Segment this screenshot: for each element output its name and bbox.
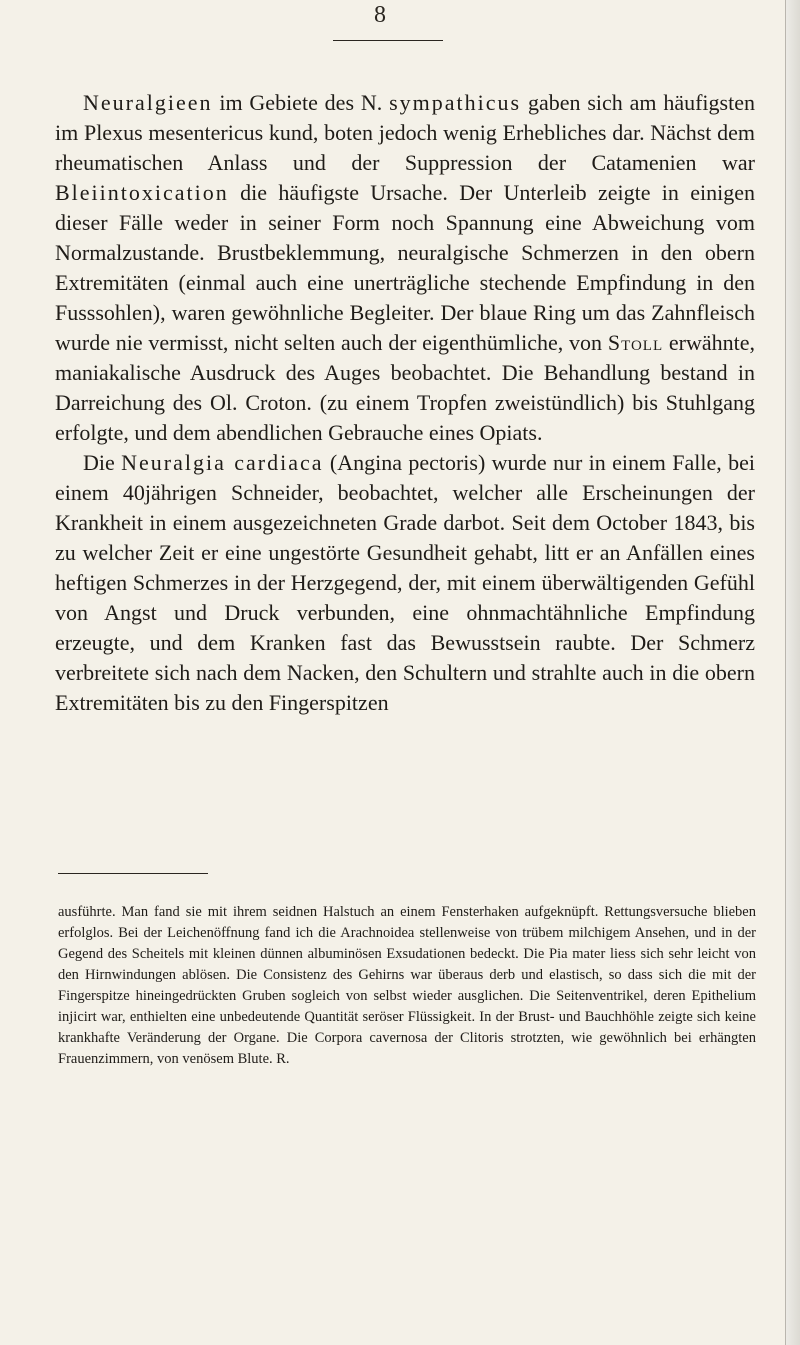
text-run: Die — [83, 450, 122, 475]
footnote-rule — [58, 873, 208, 874]
header-rule — [333, 40, 443, 41]
spaced-term-neuralgia-cardiaca: Neuralgia cardiaca — [121, 450, 324, 475]
spaced-term-neuralgieen: Neuralgieen — [83, 90, 213, 115]
paragraph-1 — [55, 88, 755, 448]
paragraph-2 — [55, 448, 755, 718]
text-run: im Gebiete des N. — [212, 90, 390, 115]
author-name-stoll: Stoll — [607, 330, 664, 355]
page-number: 8 — [374, 2, 386, 28]
page-edge — [785, 0, 800, 1345]
footnote: ausführte. Man fand sie mit ihrem seidnen Halstuch an einem Fensterhaken aufgeknüpft. Rettungsversuche blieben erfolglos. Bei der Leichenöffnung fand ich die Arachnoidea stellenweise von trübem milchigem Ansehen, und in der Gegend des Scheitels mit kleinen dünnen albuminösen Exsudationen bedeckt. Die Pia mater liess sich sehr leicht von den Hirnwindungen ablösen. Die Consistenz des Gehirns war überaus derb und elastisch, so dass sich die mit der Fingerspitze hineingedrückten Gruben sogleich von selbst wieder ausglichen. Die Seitenventrikel, deren Epithelium injicirt war, enthielten eine unbedeutende Quantität seröser Flüssigkeit. In der Brust- und Bauchhöhle zeigte sich keine krankhafte Veränderung der Organe. Die Corpora cavernosa der Clitoris strotzten, wie gewöhnlich bei erhängten Frauenzimmern, von venösem Blute. R. — [58, 904, 756, 1067]
text-run: gaben sich am häufigsten im Plexus mesentericus kund, boten jedoch wenig Erhebliches dar. Nächst dem rheumatischen Anlass und der Suppression der Catamenien war — [55, 90, 755, 175]
text-run: die häufigste Ursache. Der Unterleib zeigte in einigen dieser Fälle weder in seiner Form noch Spannung eine Abweichung vom Normalzustande. Brustbeklemmung, neuralgische Schmerzen in den obern Extremitäten (einmal auch eine unerträgliche stechende Empfindung in den Fusssohlen), waren gewöhnliche Begleiter. Der blaue Ring um das Zahnfleisch wurde nie vermisst, nicht selten auch der eigenthümliche, von — [55, 180, 755, 355]
spaced-term-sympathicus: sympathicus — [389, 90, 522, 115]
spaced-term-bleiintoxication: Bleiintoxication — [55, 180, 229, 205]
main-text — [55, 88, 755, 718]
text-run: (Angina pectoris) wurde nur in einem Falle, bei einem 40jährigen Schneider, beobachtet, welcher alle Erscheinungen der Krankheit in einem ausgezeichneten Grade darbot. Seit dem October 1843, bis zu welcher Zeit er eine ungestörte Gesundheit gehabt, litt er an Anfällen eines heftigen Schmerzes in der Herzgegend, der, mit einem überwältigenden Gefühl von Angst und Druck verbunden, eine ohnmachtähnliche Empfindung erzeugte, und dem Kranken fast das Bewusstsein raubte. Der Schmerz verbreitete sich nach dem Nacken, den Schultern und strahlte auch in die obern Extremitäten bis zu den Fingerspitzen — [55, 450, 755, 715]
text-run: erwähnte, maniakalische Ausdruck des Auges beobachtet. Die Behandlung bestand in Darreichung des Ol. Croton. (zu einem Tropfen zweistündlich) bis Stuhlgang erfolgte, und dem abendlichen Gebrauche eines Opiats. — [55, 330, 756, 445]
